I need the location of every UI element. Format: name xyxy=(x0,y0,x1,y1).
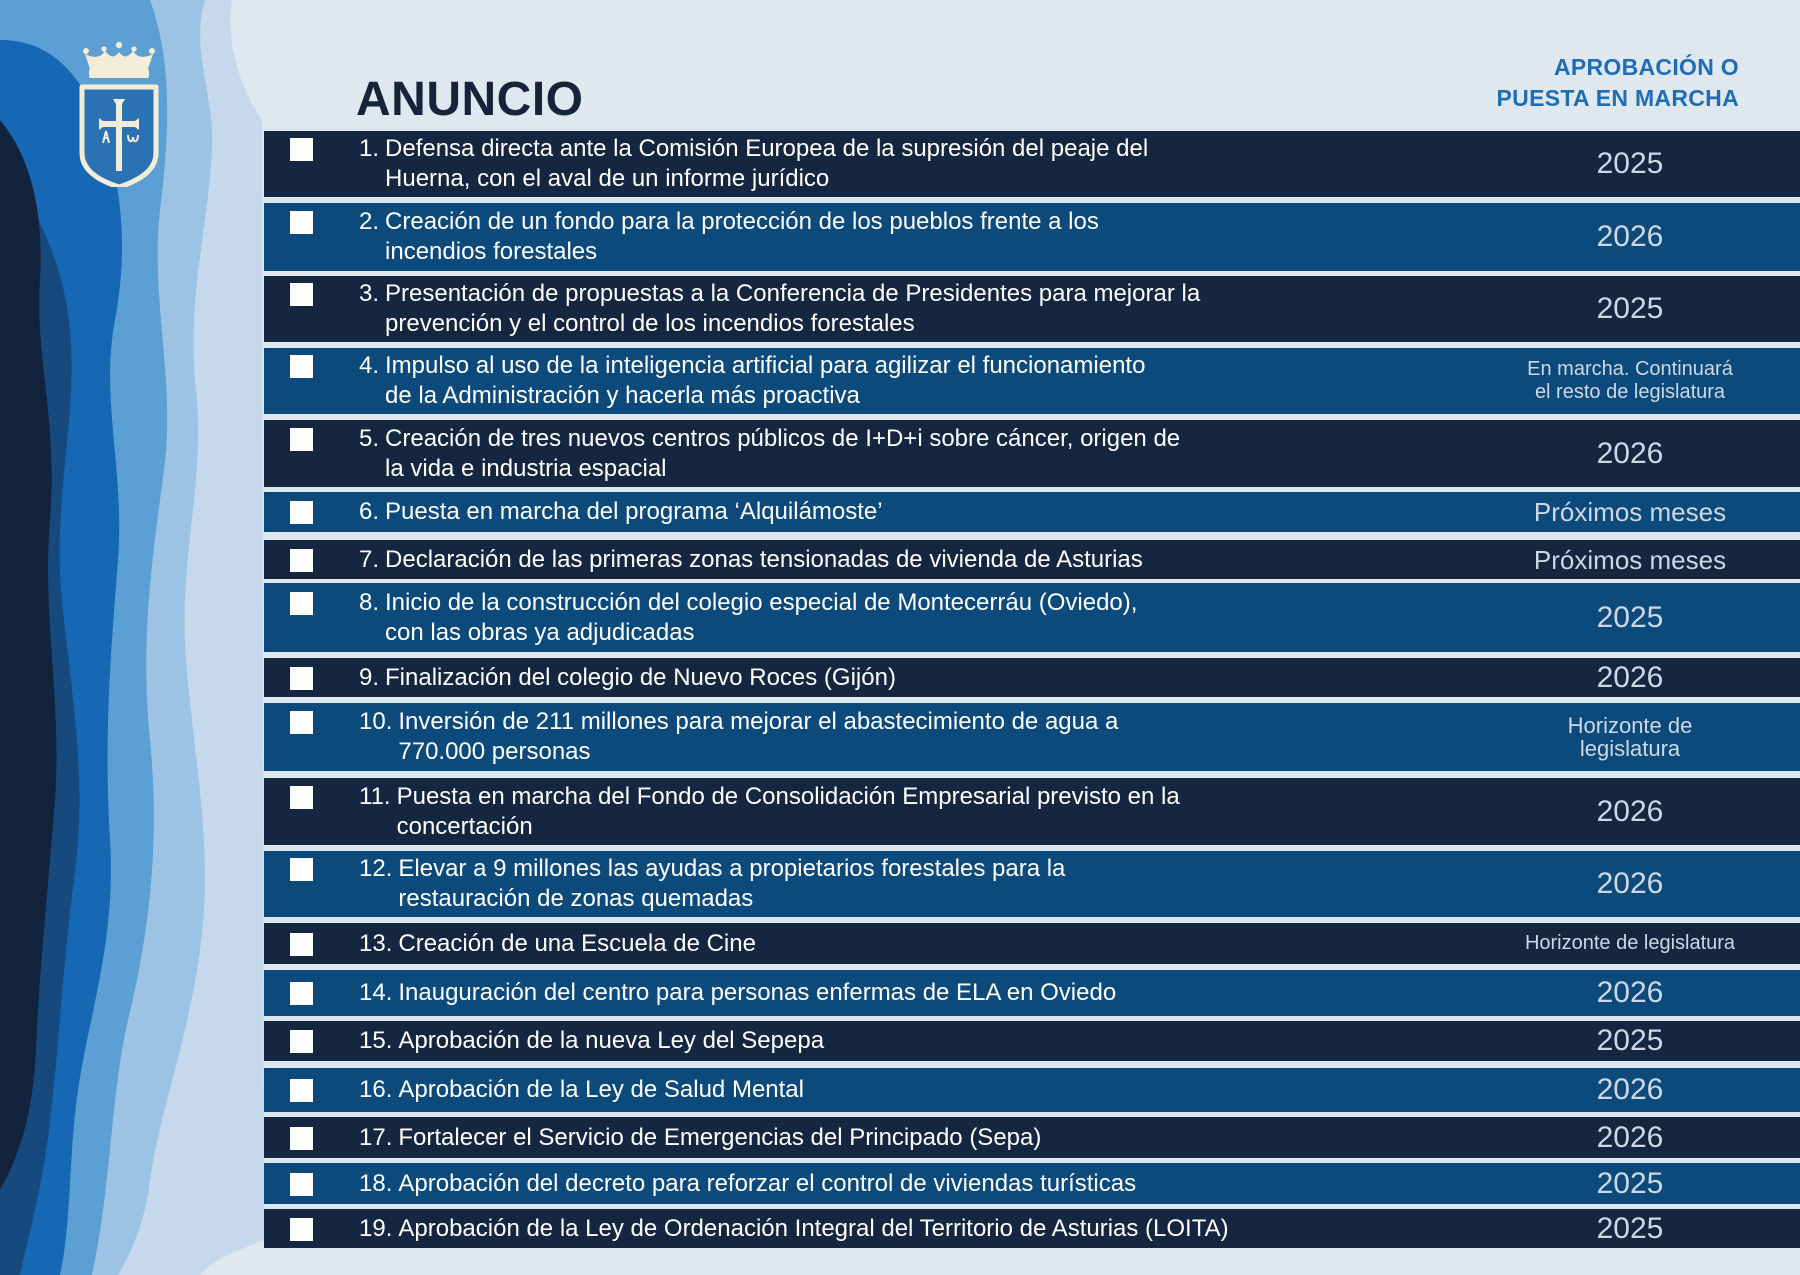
row-text-line: Declaración de las primeras zonas tensionadas de vivienda de Asturias xyxy=(385,545,1143,573)
row-text xyxy=(359,782,1180,842)
checkbox-icon xyxy=(290,283,313,306)
row-text-lines xyxy=(398,929,756,959)
row-status: 2026 xyxy=(1596,220,1664,253)
row-item xyxy=(290,497,883,527)
row-status: 2026 xyxy=(1596,660,1664,694)
row-text-lines xyxy=(385,663,896,693)
checkbox-icon xyxy=(290,711,313,734)
row-item xyxy=(290,929,756,959)
row-text-line: 770.000 personas xyxy=(398,738,591,765)
announcement-row xyxy=(264,970,1800,1016)
row-item xyxy=(290,1026,824,1056)
checkbox-icon xyxy=(290,428,313,451)
announcement-row xyxy=(264,658,1800,697)
row-item xyxy=(290,663,896,693)
row-number: 12. xyxy=(359,855,393,882)
row-text-lines xyxy=(398,1169,1136,1199)
row-text-lines xyxy=(398,854,1065,914)
row-item xyxy=(290,351,1145,411)
checkbox-icon xyxy=(290,1218,313,1241)
checkbox-icon xyxy=(290,138,313,161)
row-number: 11. xyxy=(359,782,391,810)
row-text-line: restauración de zonas quemadas xyxy=(398,885,754,912)
row-number: 6. xyxy=(359,498,380,525)
row-text xyxy=(359,134,1148,194)
row-text-lines xyxy=(385,207,1099,267)
announcement-row xyxy=(264,778,1800,845)
row-number: 2. xyxy=(359,208,380,235)
row-text-line: de la Administración y hacerla más proactiva xyxy=(385,382,860,409)
row-item xyxy=(290,978,1116,1008)
row-text xyxy=(359,351,1145,411)
row-text-line: Huerna, con el aval de un informe jurídico xyxy=(385,165,830,192)
row-status: 2025 xyxy=(1596,147,1664,180)
row-status: En marcha. Continuará el resto de legislatura xyxy=(1527,358,1733,403)
row-item xyxy=(290,707,1118,767)
row-text-lines xyxy=(385,497,883,527)
checkbox-icon xyxy=(290,667,313,690)
row-text-line: Impulso al uso de la inteligencia artificial para agilizar el funcionamiento xyxy=(385,352,1146,379)
row-text-lines xyxy=(398,1214,1228,1244)
row-text-lines xyxy=(385,279,1200,339)
row-number: 9. xyxy=(359,663,380,691)
row-text xyxy=(359,854,1065,914)
row-text-line: Puesta en marcha del programa ‘Alquilámoste’ xyxy=(385,498,883,525)
row-status: Horizonte de legislatura xyxy=(1567,713,1693,761)
row-text-lines xyxy=(398,1026,824,1056)
row-number: 5. xyxy=(359,424,380,452)
row-item xyxy=(290,545,1143,575)
row-status: 2026 xyxy=(1596,976,1664,1009)
row-text-line: Presentación de propuestas a la Conferencia de Presidentes para mejorar la xyxy=(385,280,1201,307)
row-text-lines xyxy=(398,1123,1041,1153)
row-item xyxy=(290,279,1200,339)
row-status: 2026 xyxy=(1596,436,1664,470)
announcement-row xyxy=(264,131,1800,197)
row-number: 16. xyxy=(359,1076,393,1103)
row-text xyxy=(359,497,883,527)
row-status: 2025 xyxy=(1596,1024,1664,1057)
announcement-row xyxy=(264,492,1800,532)
row-status: 2026 xyxy=(1596,1120,1664,1154)
announcement-row xyxy=(264,1163,1800,1204)
row-text-line: Creación de tres nuevos centros públicos de I+D+i sobre cáncer, origen de xyxy=(385,424,1181,452)
checkbox-icon xyxy=(290,1173,313,1196)
checkbox-icon xyxy=(290,592,313,615)
row-item xyxy=(290,854,1065,914)
row-text-line: Creación de un fondo para la protección de los pueblos frente a los xyxy=(385,208,1099,235)
status-heading-line: PUESTA EN MARCHA xyxy=(1496,85,1739,111)
row-text xyxy=(359,929,756,959)
checkbox-icon xyxy=(290,933,313,956)
row-item xyxy=(290,588,1137,648)
row-item xyxy=(290,1123,1041,1153)
row-status: 2025 xyxy=(1596,292,1664,325)
row-text-line: incendios forestales xyxy=(385,238,598,265)
row-number: 19. xyxy=(359,1214,393,1242)
row-text xyxy=(359,279,1200,339)
announcement-row xyxy=(264,203,1800,271)
row-text-line: Aprobación de la Ley de Salud Mental xyxy=(398,1076,804,1103)
row-text xyxy=(359,545,1143,575)
row-text-lines xyxy=(398,1075,804,1105)
row-text-lines xyxy=(385,134,1148,194)
row-number: 1. xyxy=(359,135,380,162)
row-number: 18. xyxy=(359,1169,393,1197)
row-text-line: Elevar a 9 millones las ayudas a propietarios forestales para la xyxy=(398,855,1066,882)
checkbox-icon xyxy=(290,1079,313,1102)
row-status: Horizonte de legislatura xyxy=(1524,932,1736,954)
row-text-line: Aprobación de la Ley de Ordenación Integral del Territorio de Asturias (LOITA) xyxy=(398,1214,1229,1242)
announcement-row xyxy=(264,1021,1800,1061)
row-text xyxy=(359,1214,1229,1244)
row-text-line: Inicio de la construcción del colegio especial de Montecerráu (Oviedo), xyxy=(385,588,1138,616)
row-text-lines xyxy=(385,588,1137,648)
announcement-row xyxy=(264,276,1800,342)
announcement-row xyxy=(264,1117,1800,1158)
row-status: 2025 xyxy=(1596,1211,1664,1245)
row-status: Próximos meses xyxy=(1533,497,1727,527)
row-text xyxy=(359,1169,1136,1199)
row-text-line: Aprobación del decreto para reforzar el control de viviendas turísticas xyxy=(398,1169,1137,1197)
row-text-line: Inauguración del centro para personas enfermas de ELA en Oviedo xyxy=(398,979,1117,1006)
row-status: 2026 xyxy=(1596,794,1664,828)
checkbox-icon xyxy=(290,786,313,809)
row-text xyxy=(359,1123,1041,1153)
row-text-lines xyxy=(385,545,1143,575)
checkbox-icon xyxy=(290,1030,313,1053)
row-text-line: con las obras ya adjudicadas xyxy=(385,618,695,646)
checkbox-icon xyxy=(290,858,313,881)
row-text-lines xyxy=(385,424,1180,484)
checkbox-icon xyxy=(290,982,313,1005)
row-text-lines xyxy=(397,782,1180,842)
row-number: 14. xyxy=(359,979,393,1006)
row-text-line: Finalización del colegio de Nuevo Roces (Gijón) xyxy=(385,663,896,691)
announcement-row xyxy=(264,851,1800,917)
row-text xyxy=(359,424,1180,484)
row-text-lines xyxy=(385,351,1145,411)
announcement-row xyxy=(264,583,1800,652)
row-item xyxy=(290,1075,804,1105)
announcement-row xyxy=(264,703,1800,771)
row-number: 13. xyxy=(359,929,393,957)
row-text-line: Fortalecer el Servicio de Emergencias del Principado (Sepa) xyxy=(398,1123,1042,1151)
announcement-row xyxy=(264,923,1800,964)
checkbox-icon xyxy=(290,211,313,234)
announcement-row xyxy=(264,1209,1800,1248)
row-item xyxy=(290,1214,1229,1244)
announcement-row xyxy=(264,348,1800,414)
row-number: 15. xyxy=(359,1027,393,1054)
row-text xyxy=(359,663,896,693)
row-status: 2026 xyxy=(1596,1073,1664,1106)
row-status: 2026 xyxy=(1596,867,1664,900)
row-text-lines xyxy=(398,707,1118,767)
row-text-line: Defensa directa ante la Comisión Europea de la supresión del peaje del xyxy=(385,135,1149,162)
row-text xyxy=(359,707,1118,767)
row-text xyxy=(359,978,1116,1008)
checkbox-icon xyxy=(290,355,313,378)
row-text-line: Creación de una Escuela de Cine xyxy=(398,929,756,957)
checkbox-icon xyxy=(290,1127,313,1150)
announcement-row xyxy=(264,1068,1800,1112)
row-text-line: Inversión de 211 millones para mejorar el abastecimiento de agua a xyxy=(398,708,1119,735)
row-text xyxy=(359,588,1137,648)
row-number: 7. xyxy=(359,545,380,573)
row-item xyxy=(290,1169,1136,1199)
checkbox-icon xyxy=(290,501,313,524)
announcement-row xyxy=(264,420,1800,487)
page-title: ANUNCIO xyxy=(356,73,584,126)
row-text xyxy=(359,1075,804,1105)
row-text-line: Puesta en marcha del Fondo de Consolidación Empresarial previsto en la xyxy=(396,782,1180,810)
row-text-line: concertación xyxy=(396,812,533,840)
row-text-lines xyxy=(398,978,1116,1008)
row-status: Próximos meses xyxy=(1533,544,1727,575)
row-number: 8. xyxy=(359,588,380,616)
row-text-line: Aprobación de la nueva Ley del Sepepa xyxy=(398,1027,825,1054)
row-number: 10. xyxy=(359,708,393,735)
announcement-row xyxy=(264,540,1800,579)
row-text xyxy=(359,1026,824,1056)
row-number: 3. xyxy=(359,280,380,307)
row-status: 2025 xyxy=(1596,600,1664,634)
row-item xyxy=(290,134,1148,194)
row-number: 17. xyxy=(359,1123,393,1151)
status-heading-line: APROBACIÓN O xyxy=(1553,54,1739,80)
row-text xyxy=(359,207,1099,267)
row-item xyxy=(290,207,1099,267)
checkbox-icon xyxy=(290,549,313,572)
row-item xyxy=(290,782,1180,842)
row-status: 2025 xyxy=(1596,1166,1664,1200)
row-text-line: prevención y el control de los incendios forestales xyxy=(385,310,915,337)
row-number: 4. xyxy=(359,352,380,379)
row-text-line: la vida e industria espacial xyxy=(385,454,667,482)
row-item xyxy=(290,424,1180,484)
